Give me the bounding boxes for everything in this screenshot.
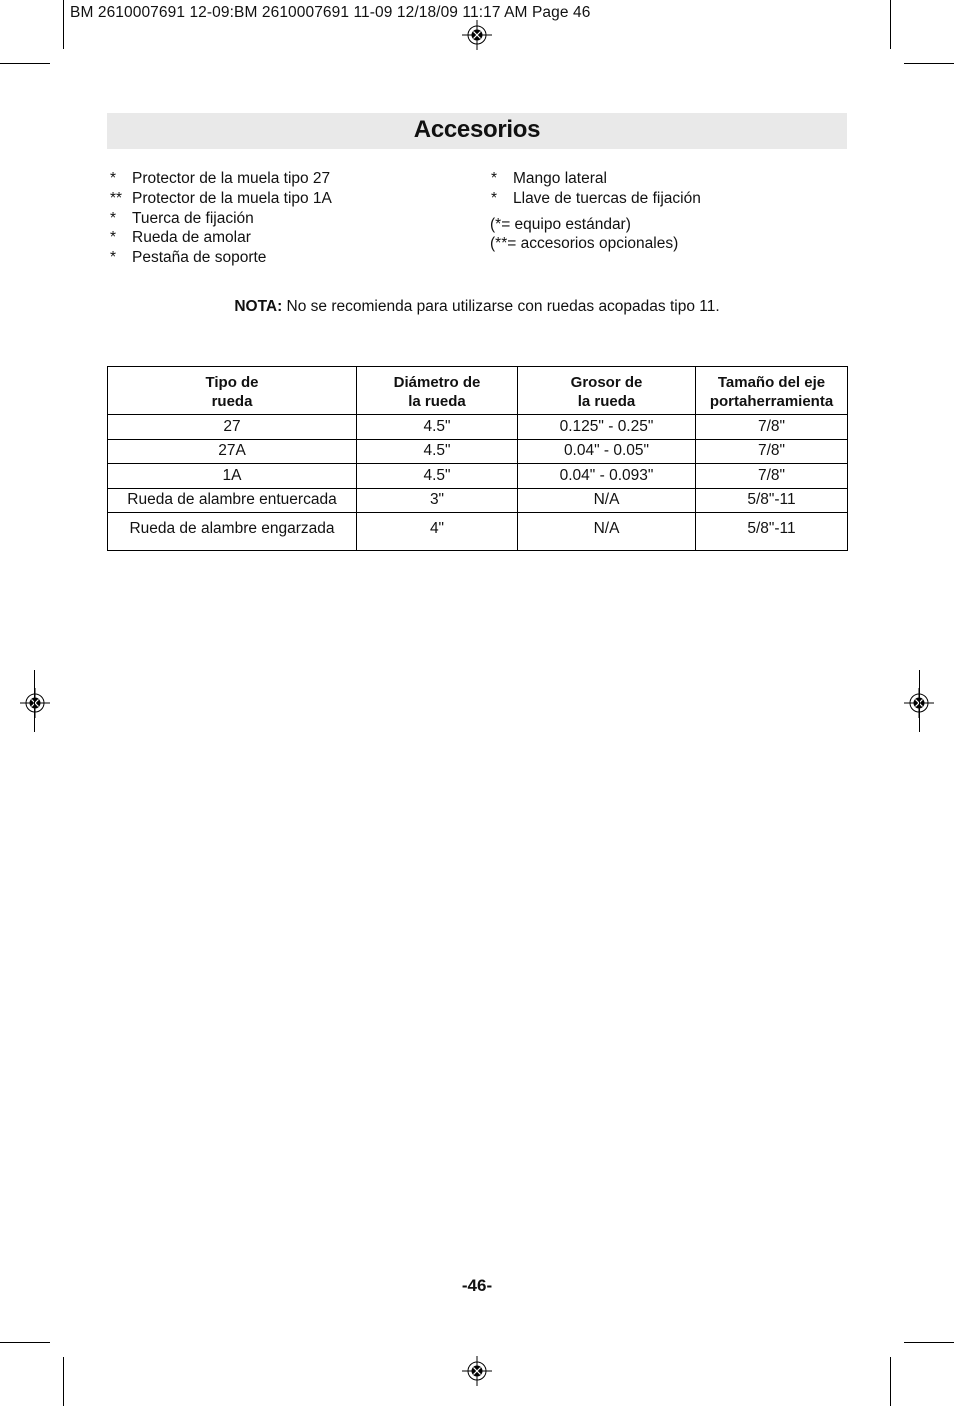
list-item	[110, 189, 450, 209]
accessory-label: Protector de la muela tipo 1A	[132, 189, 332, 207]
table-cell: 4.5"	[357, 464, 518, 489]
table-cell: 7/8"	[696, 415, 848, 440]
table-cell: N/A	[518, 488, 696, 513]
bullet-mark: **	[110, 189, 123, 207]
column-header-wheel-thickness: Grosor de la rueda	[518, 367, 696, 415]
accessory-label: Rueda de amolar	[132, 229, 251, 247]
table-row	[108, 439, 848, 464]
registration-mark-icon	[462, 20, 492, 50]
table-cell: 3"	[357, 488, 518, 513]
crop-mark	[0, 1342, 50, 1343]
bullet-mark: *	[491, 189, 498, 207]
crop-mark	[63, 1357, 64, 1406]
list-item	[110, 169, 450, 189]
crop-mark	[34, 670, 35, 732]
table-cell: 5/8"-11	[696, 488, 848, 513]
table-cell: 27A	[108, 439, 357, 464]
table-cell: 7/8"	[696, 439, 848, 464]
table-row	[108, 513, 848, 551]
crop-mark	[63, 0, 64, 49]
crop-mark	[919, 670, 920, 732]
accessory-label: Tuerca de fijación	[132, 209, 254, 227]
bullet-mark: *	[110, 249, 117, 267]
table-cell: 7/8"	[696, 464, 848, 489]
crop-mark	[904, 63, 954, 64]
list-item	[110, 248, 450, 268]
accessory-list-right	[491, 169, 831, 209]
registration-mark-icon	[20, 688, 50, 718]
table-cell: 0.04" - 0.05"	[518, 439, 696, 464]
table-cell: 4.5"	[357, 415, 518, 440]
bullet-mark: *	[110, 209, 117, 227]
note-text: No se recomienda para utilizarse con ruedas acopadas tipo 11.	[282, 298, 720, 315]
table-cell: 27	[108, 415, 357, 440]
registration-mark-icon	[462, 1356, 492, 1386]
table-cell: 5/8"-11	[696, 513, 848, 551]
table-cell: 1A	[108, 464, 357, 489]
accessory-list-left	[110, 169, 450, 268]
bullet-mark: *	[491, 170, 498, 187]
printer-slug: BM 2610007691 12-09:BM 2610007691 11-09 12/18/09 11:17 AM Page 46	[70, 4, 591, 21]
table-cell: 0.04" - 0.093"	[518, 464, 696, 489]
table-cell: 4.5"	[357, 439, 518, 464]
note-label: NOTA:	[234, 298, 283, 315]
table-header-row	[108, 367, 848, 415]
accessory-label: Protector de la muela tipo 27	[132, 170, 331, 187]
table-cell: Rueda de alambre engarzada	[108, 513, 357, 551]
crop-mark	[904, 1342, 954, 1343]
bullet-mark: *	[110, 170, 117, 187]
column-header-wheel-type: Tipo de rueda	[108, 367, 357, 415]
list-item	[110, 228, 450, 248]
accessory-label: Mango lateral	[513, 170, 607, 187]
table-row	[108, 488, 848, 513]
table-cell: 0.125" - 0.25"	[518, 415, 696, 440]
page-number: -46-	[461, 1276, 493, 1295]
crop-mark	[890, 1357, 891, 1406]
table-cell: N/A	[518, 513, 696, 551]
accessory-label: Llave de tuercas de fijación	[513, 189, 701, 207]
table-cell: Rueda de alambre entuercada	[108, 488, 357, 513]
table-row	[108, 415, 848, 440]
column-header-wheel-diameter: Diámetro de la rueda	[357, 367, 518, 415]
crop-mark	[0, 63, 50, 64]
page-title: Accesorios	[413, 116, 541, 143]
crop-mark	[890, 0, 891, 49]
bullet-mark: *	[110, 229, 117, 247]
legend	[490, 215, 678, 253]
column-header-arbor-size: Tamaño del eje portaherramienta	[696, 367, 848, 415]
list-item	[491, 189, 831, 209]
legend-standard: (*= equipo estándar)	[490, 216, 631, 233]
accessory-label: Pestaña de soporte	[132, 249, 267, 267]
legend-optional: (**= accesorios opcionales)	[490, 235, 679, 252]
table-row	[108, 464, 848, 489]
wheel-spec-table	[107, 366, 848, 551]
list-item	[110, 209, 450, 229]
list-item	[491, 169, 831, 189]
table-cell: 4"	[357, 513, 518, 551]
note	[0, 298, 954, 316]
